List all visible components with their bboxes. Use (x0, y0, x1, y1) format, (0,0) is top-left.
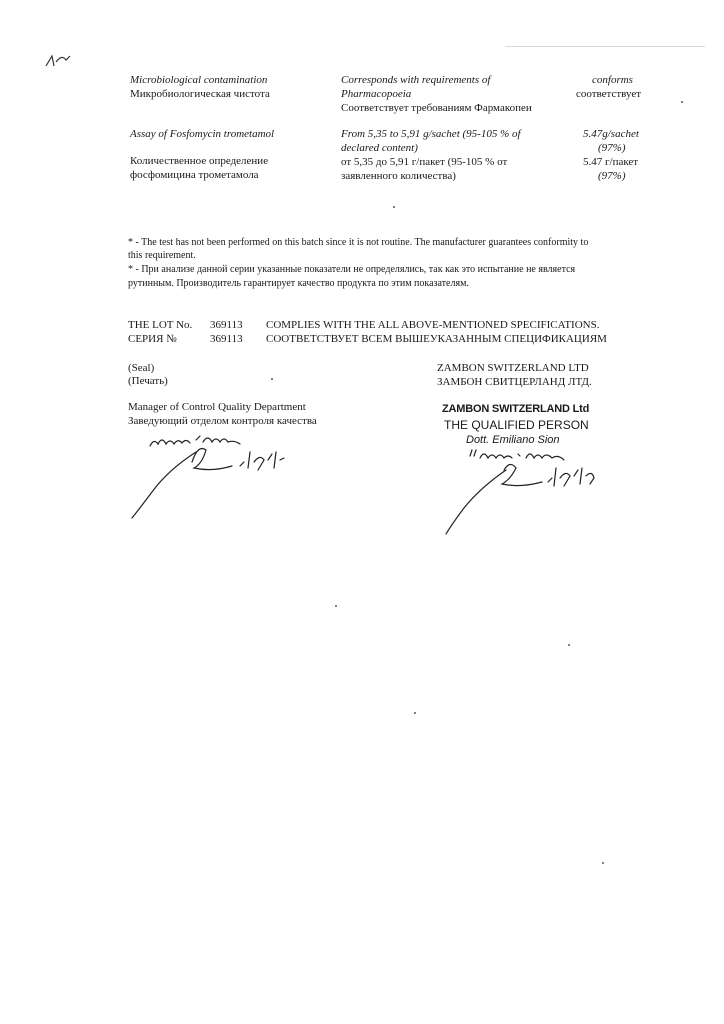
manager-title-en: Manager of Control Quality Department (128, 401, 306, 413)
company-en: ZAMBON SWITZERLAND LTD (437, 362, 589, 374)
lot-number-ru: 369113 (210, 333, 243, 345)
lot-label-ru: СЕРИЯ № (128, 333, 177, 345)
row2-spec-en-1: From 5,35 to 5,91 g/sachet (95-105 % of (341, 128, 521, 140)
scan-speck (568, 644, 570, 646)
scan-speck (414, 712, 416, 714)
row2-spec-ru-1: от 5,35 до 5,91 г/пакет (95-105 % от (341, 156, 508, 168)
stamp-role: THE QUALIFIED PERSON (444, 418, 589, 432)
row2-result-ru-1: 5.47 г/пакет (583, 156, 639, 168)
stamp-company: ZAMBON SWITZERLAND Ltd (442, 403, 590, 415)
row2-spec-en-2: declared content) (341, 142, 418, 154)
scan-speck (393, 206, 395, 208)
row1-test-en: Microbiological contamination (130, 74, 268, 86)
footnote-ru-1: * - При анализе данной серии указанные показатели не определялись, так как это испытание не является (128, 264, 576, 275)
row1-test-ru: Микробиологическая чистота (130, 88, 270, 100)
corner-scribble-icon (44, 52, 74, 72)
stamp-name: Dott. Emiliano Sion (466, 434, 560, 446)
row2-result-ru-2: (97%) (598, 170, 626, 182)
row2-result-en-1: 5.47g/sachet (583, 128, 639, 140)
footnote-ru-2: рутинным. Производитель гарантирует качество продукта по этим показателям. (128, 278, 469, 289)
scan-speck (681, 101, 683, 103)
scan-speck (602, 862, 604, 864)
scan-speck (335, 605, 337, 607)
lot-statement-ru: СООТВЕТСТВУЕТ ВСЕМ ВЫШЕУКАЗАННЫМ СПЕЦИФИКАЦИЯМ (266, 333, 607, 345)
corner-mark (44, 52, 74, 77)
footnote-en-1: * - The test has not been performed on this batch since it is not routine. The manufacturer guarantees conformity to (128, 237, 589, 248)
company-ru: ЗАМБОН СВИТЦЕРЛАНД ЛТД. (437, 376, 592, 388)
row1-spec-ru: Соответствует требованиям Фармакопеи (341, 102, 532, 114)
seal-en: (Seal) (128, 362, 155, 374)
qualified-person-signature-icon (430, 448, 626, 538)
row2-test-en: Assay of Fosfomycin trometamol (130, 128, 275, 140)
lot-statement-en: COMPLIES WITH THE ALL ABOVE-MENTIONED SPECIFICATIONS. (266, 319, 600, 331)
scan-edge-line (505, 46, 705, 47)
row2-test-ru-1: Количественное определение (130, 155, 269, 167)
seal-ru: (Печать) (128, 375, 168, 387)
row1-spec-en-1: Corresponds with requirements of (341, 74, 491, 86)
lot-label-en: THE LOT No. (128, 319, 193, 331)
manager-signature-icon (128, 430, 318, 522)
lot-number-en: 369113 (210, 319, 243, 331)
row1-spec-en-2: Pharmacopoeia (341, 88, 412, 100)
manager-title-ru: Заведующий отделом контроля качества (128, 415, 317, 427)
row1-result-ru: соответствует (576, 88, 642, 100)
row2-result-en-2: (97%) (598, 142, 626, 154)
scan-speck (271, 378, 273, 380)
row2-spec-ru-2: заявленного количества) (341, 170, 456, 182)
row1-result-en: conforms (592, 74, 633, 86)
footnote-en-2: this requirement. (128, 250, 196, 261)
row2-test-ru-2: фосфомицина трометамола (130, 169, 259, 181)
